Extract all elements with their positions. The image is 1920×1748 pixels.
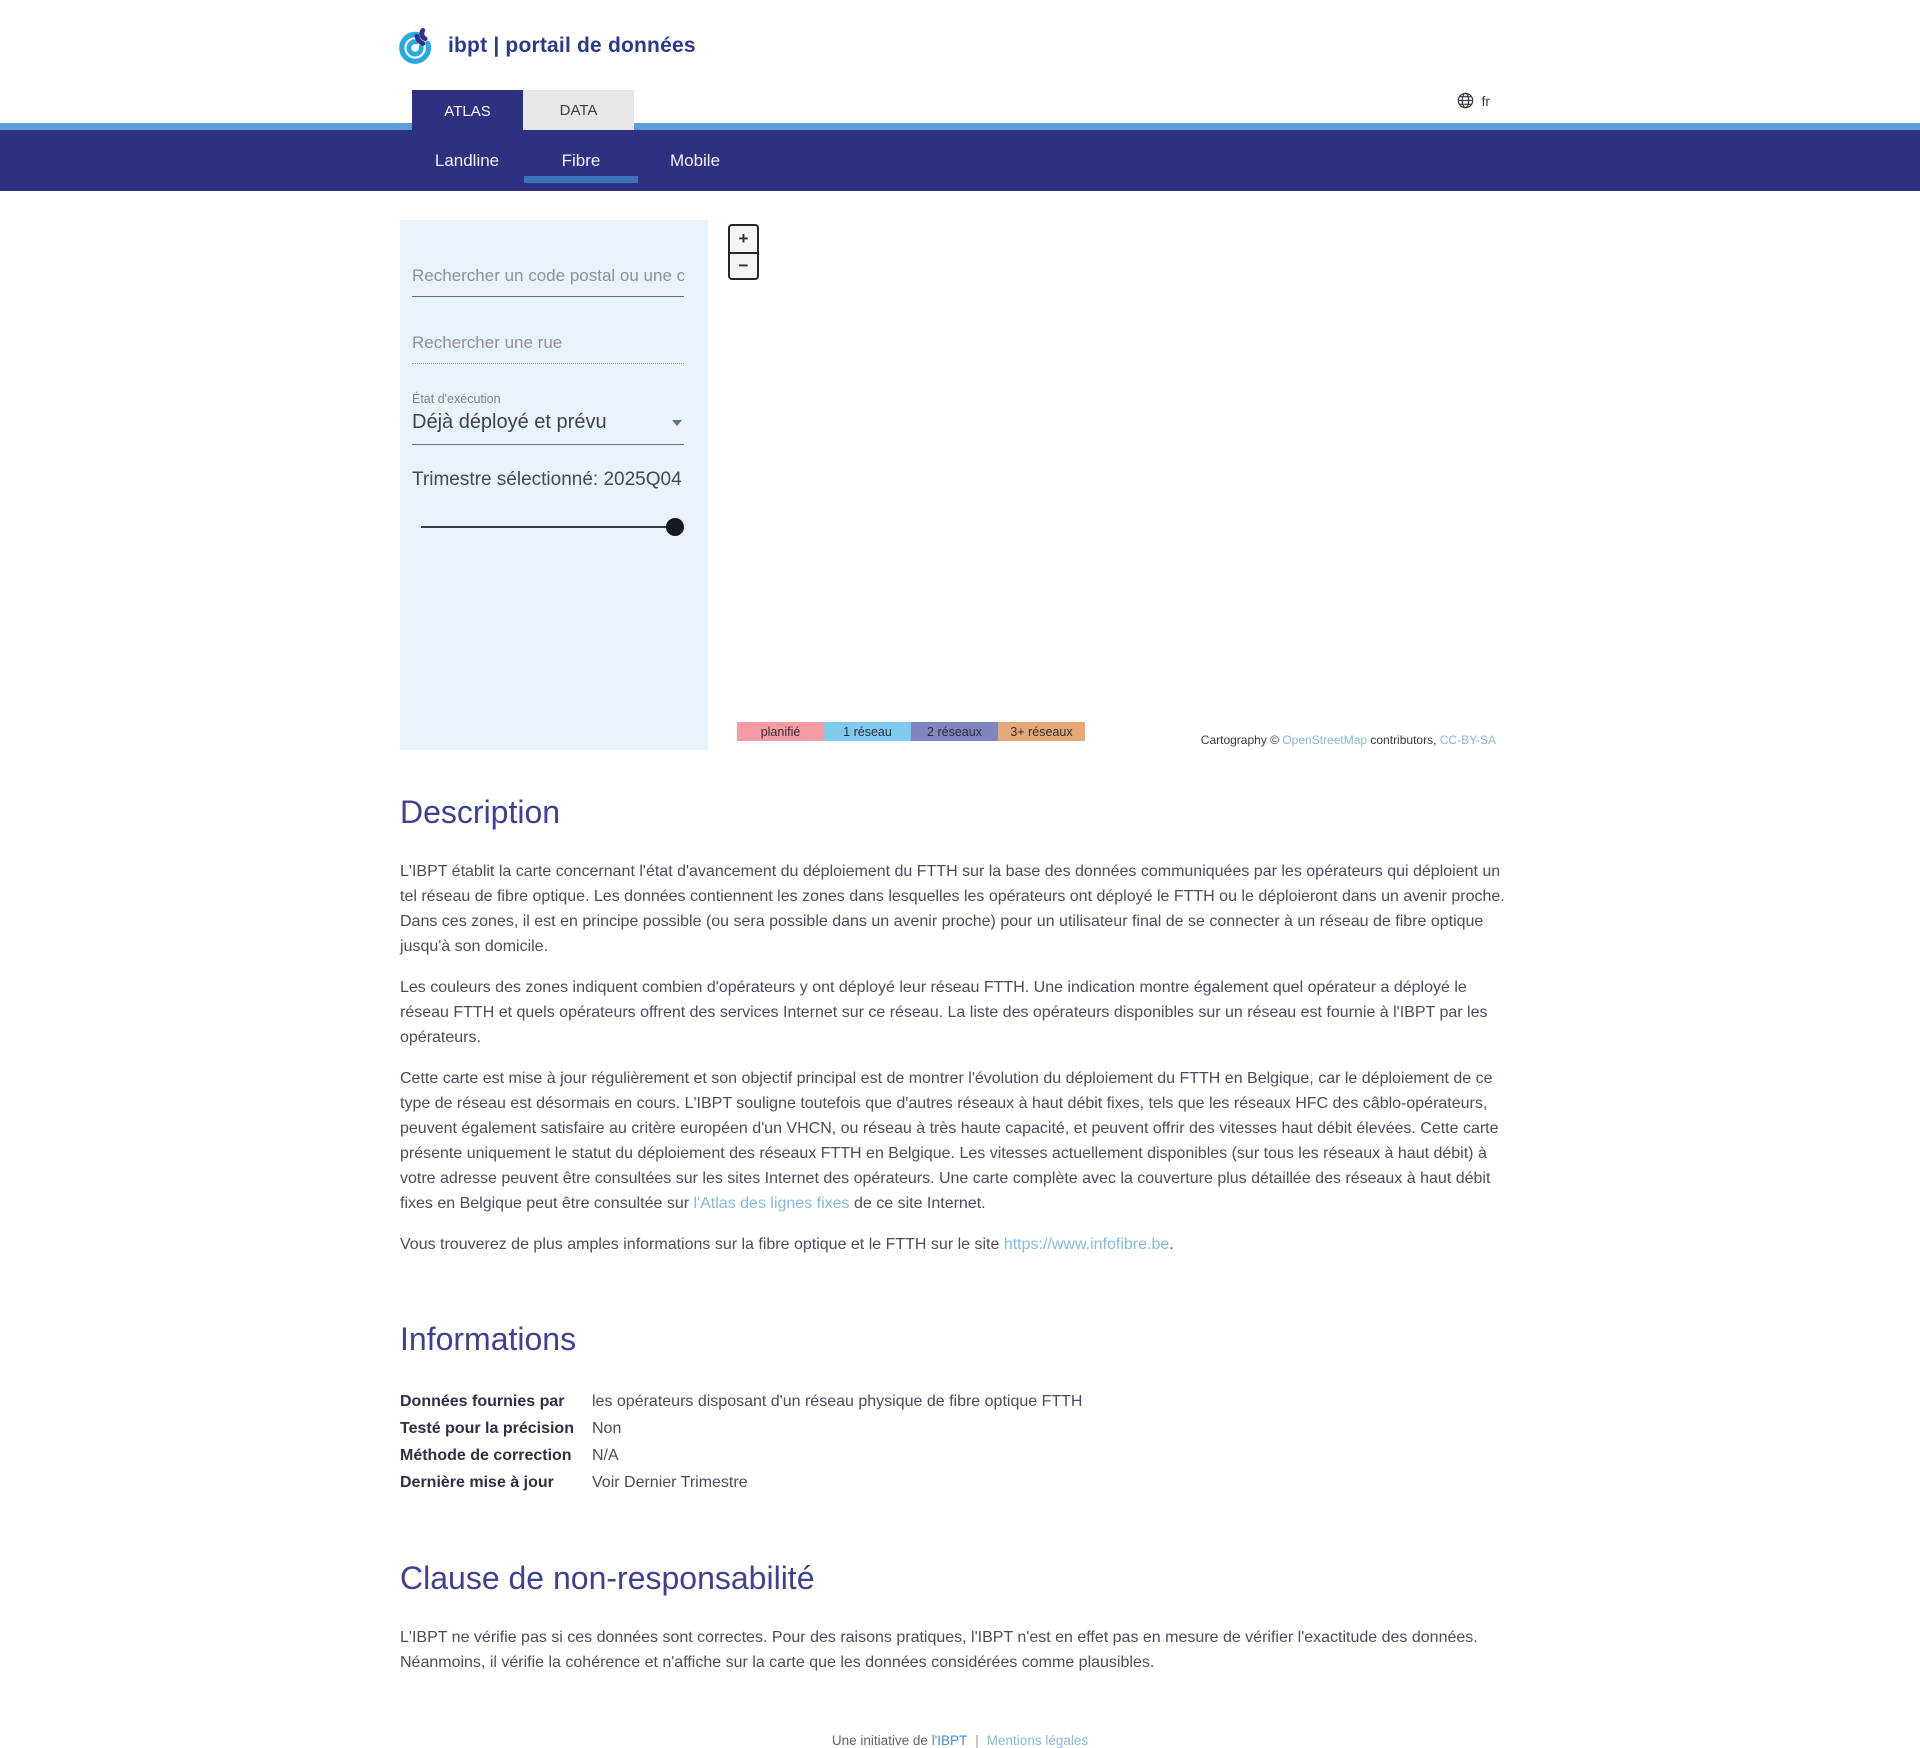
attribution-text-middle: contributors,: [1367, 733, 1440, 747]
language-label: fr: [1481, 92, 1490, 109]
disclaimer-title: Clause de non-responsabilité: [400, 1560, 815, 1596]
atlas-lignes-fixes-link[interactable]: l'Atlas des lignes fixes: [693, 1195, 850, 1212]
info-value: N/A: [592, 1447, 619, 1464]
slider-track: [421, 526, 682, 528]
tab-data[interactable]: DATA: [523, 90, 634, 130]
infofibre-link[interactable]: https://www.infofibre.be: [1003, 1236, 1170, 1253]
description-paragraph-1: L'IBPT établit la carte concernant l'état d'avancement du déploiement du FTTH sur la base des données communiquées par les opérateurs qui déploient un tel réseau de fibre optique. Les données contiennent les zones dans lesquelles les opérateurs ont déployé le FTTH ou le déploieront dans un avenir proche. Dans ces zones, il est en principe possible (ou sera possible dans un avenir proche) pour un utilisateur final de se connecter à un réseau de fibre optique jusqu'à son domicile.: [400, 863, 1505, 955]
zoom-out-button[interactable]: −: [730, 252, 757, 278]
info-label: Testé pour la précision: [400, 1420, 574, 1437]
info-label: Dernière mise à jour: [400, 1474, 554, 1491]
info-value: Voir Dernier Trimestre: [592, 1474, 748, 1491]
informations-table: [400, 1388, 1520, 1496]
cc-by-sa-link[interactable]: CC-BY-SA: [1439, 733, 1496, 747]
nav-item-landline[interactable]: Landline: [434, 150, 500, 170]
table-row: [400, 1442, 1520, 1469]
description-paragraph-4: [400, 1232, 1520, 1257]
table-row: [400, 1388, 1520, 1415]
disclaimer-section: [400, 1560, 1520, 1675]
nav-item-fibre[interactable]: Fibre: [524, 130, 638, 191]
language-selector[interactable]: [1457, 92, 1490, 109]
footer: [0, 1733, 1920, 1748]
legend-item-3plus-networks: 3+ réseaux: [998, 722, 1085, 741]
paragraph-3-text-after: de ce site Internet.: [849, 1195, 986, 1212]
zoom-in-button[interactable]: +: [738, 229, 749, 248]
ibpt-link[interactable]: l'IBPT: [931, 1733, 968, 1748]
legend-item-planned: planifié: [737, 722, 824, 741]
map-zoom-control: [728, 224, 759, 280]
header: [0, 0, 1920, 130]
atlas-navbar: [0, 130, 1920, 191]
execution-state-label: État d'exécution: [412, 392, 501, 406]
street-search-input[interactable]: [412, 327, 684, 364]
slider-thumb[interactable]: [666, 518, 684, 536]
attribution-text: Cartography ©: [1200, 733, 1283, 747]
main-tabs: [412, 90, 634, 140]
ibpt-logo-icon: [396, 24, 438, 68]
paragraph-3-text: Cette carte est mise à jour régulièrement et son objectif principal est de montrer l'évolution du déploiement du FTTH en Belgique, car le déploiement de ce type de réseau est désormais en cours. L'IBPT souligne toutefois que d'autres réseaux à haut débit fixes, tels que les réseaux HFC des câblo-opérateurs, peuvent également satisfaire au critère européen d'un VHCN, ou réseau à très haute capacité, et peuvent offrir des vitesses haut débit élevées. Cette carte présente uniquement le statut du déploiement des réseaux FTTH en Belgique. Les vitesses actuellement disponibles (sur tous les réseaux à haut débit) à votre adresse peuvent être consultées sur les sites Internet des opérateurs. Une carte complète avec la couverture plus détaillée des réseaux à haut débit fixes en Belgique peut être consultée sur: [400, 1070, 1499, 1212]
description-title: Description: [400, 794, 561, 830]
execution-state-value: Déjà déployé et prévu: [412, 411, 607, 433]
description-paragraph-2: Les couleurs des zones indiquent combien d'opérateurs y ont déployé leur réseau FTTH. Une indication montre également quel opérateur a déployé le réseau FTTH et quels opérateurs offrent des services Internet sur ce réseau. La liste des opérateurs disponibles sur un réseau est fournie à l'IBPT par les opérateurs.: [400, 979, 1488, 1046]
brand-title: ibpt | portail de données: [448, 34, 696, 57]
mentions-legales-link[interactable]: Mentions légales: [986, 1733, 1089, 1748]
map-attribution: [1196, 732, 1501, 748]
informations-section: [400, 1321, 1520, 1496]
legend-item-1-network: 1 réseau: [824, 722, 911, 741]
info-value: les opérateurs disposant d'un réseau physique de fibre optique FTTH: [592, 1393, 1083, 1410]
quarter-label: Trimestre sélectionné: 2025Q04: [412, 469, 682, 490]
info-label: Méthode de correction: [400, 1447, 572, 1464]
info-label: Données fournies par: [400, 1393, 565, 1410]
globe-icon: [1457, 92, 1474, 109]
nav-item-mobile[interactable]: Mobile: [669, 150, 721, 170]
legend-item-2-networks: 2 réseaux: [911, 722, 998, 741]
openstreetmap-link[interactable]: OpenStreetMap: [1282, 733, 1368, 747]
informations-title: Informations: [400, 1321, 577, 1357]
tab-atlas[interactable]: ATLAS: [412, 90, 523, 140]
filter-panel: [400, 220, 708, 750]
chevron-down-icon: [672, 420, 682, 426]
footer-divider: |: [975, 1733, 979, 1748]
map-legend: [737, 722, 1085, 741]
brand: [396, 24, 696, 68]
paragraph-4-text-after: .: [1169, 1236, 1174, 1253]
map-widget: [400, 220, 1520, 750]
accent-divider: [0, 123, 1920, 130]
quarter-slider[interactable]: [421, 518, 682, 536]
paragraph-4-text: Vous trouverez de plus amples informations sur la fibre optique et le FTTH sur le site: [400, 1236, 1004, 1253]
info-value: Non: [592, 1420, 622, 1437]
table-row: [400, 1469, 1520, 1496]
table-row: [400, 1415, 1520, 1442]
footer-text: Une initiative de: [831, 1733, 932, 1748]
postal-search-input[interactable]: [412, 260, 684, 297]
map-canvas[interactable]: [708, 220, 1520, 750]
description-paragraph-3: [400, 1066, 1520, 1216]
execution-state-select[interactable]: [412, 406, 684, 445]
disclaimer-text: L'IBPT ne vérifie pas si ces données sont correctes. Pour des raisons pratiques, l'IBPT n'est en effet pas en mesure de vérifier l'exactitude des données. Néanmoins, il vérifie la cohérence et n'affiche sur la carte que les données considérées comme plausibles.: [400, 1629, 1478, 1671]
description-section: [400, 794, 1520, 1257]
